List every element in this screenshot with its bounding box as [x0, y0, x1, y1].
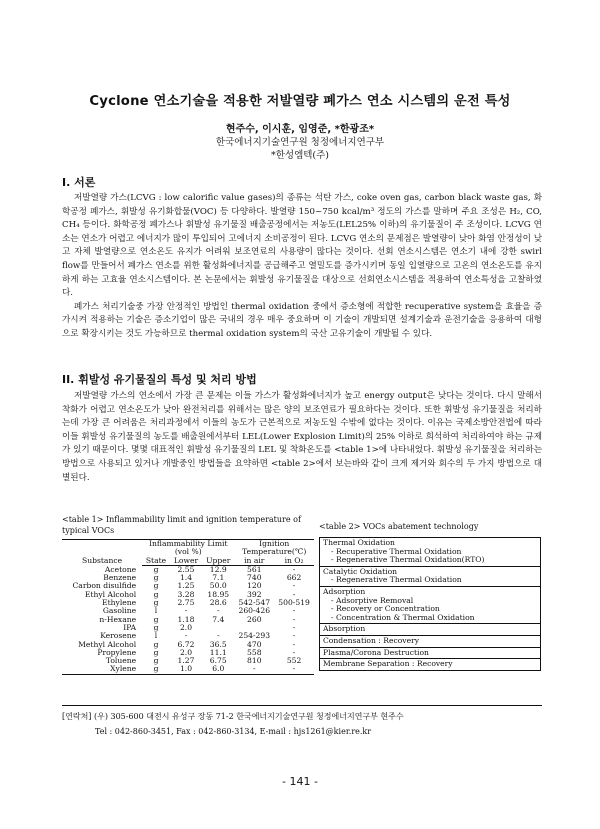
table1-cell-lower: 1.27	[177, 656, 195, 666]
table1-cell-state: g	[153, 564, 159, 574]
table1-cell-in-o2: -	[292, 664, 296, 674]
table2-cell	[320, 635, 541, 647]
table1-header-substance: Substance	[82, 556, 123, 566]
table2-group-title: Membrane Separation : Recovery	[323, 659, 453, 669]
table2-cell	[320, 566, 541, 586]
table1-header-in-air: in air	[234, 557, 274, 566]
table1-cell-upper: 50.0	[209, 581, 227, 591]
table2-group-title: Catalytic Oxidation	[323, 566, 398, 576]
table-row	[320, 566, 541, 586]
table-row	[320, 635, 541, 647]
table1-cell-lower: 1.0	[179, 664, 193, 674]
table1-cell-in-o2: -	[292, 631, 296, 641]
table1-cell-in-o2: 500-519	[278, 598, 310, 608]
table1	[62, 539, 314, 675]
table1-cell-substance: Toluene	[105, 656, 137, 666]
table1-cell-state: g	[153, 647, 159, 657]
table2-group-item: - Adsorptive Removal	[331, 595, 414, 605]
section2-paragraph-1: 저발열량 가스의 연소에서 가장 큰 문제는 이들 가스가 활성화에너지가 높고 energy output은 낮다는 것이다. 다시 말해서 착화가 어렵고 연소온도가 낮아 완전처리를 위해서는 많은 양의 보조연료가 필요하다는 것이다. 또한 휘발성 유기물질을 처리하는데 가장 큰 어려움은 처리과정에서 이들의 농도가 근본적으로 저농도일 수밖에 없다는 것이다. 이유는 국제소방안전법에 따라 이들 휘발성 유기물질의 농도를 배출원에서부터 LEL(Lower Explosion Limit)의 25% 이하로 희석하여 처리하여야 하는 규제가 있기 때문이다. 몇몇 대표적인 휘발성 유기물질의 LEL 및 착화온도를 <table 1>에 나타내었다. 휘발성 유기물질을 처리하는 방법으로 사용되고 있거나 개발중인 방법들을 요약하면 <table 2>에서 보는바와 같이 크게 제거와 회수의 두 가지 방법으로 대별된다.	[62, 391, 542, 483]
table1-header-ignition: Ignition Temperature(℃)	[242, 539, 307, 557]
table1-cell-substance: Propylene	[97, 647, 137, 657]
table1-cell-upper: 18.95	[207, 589, 230, 599]
table2-group-item: - Recovery or Concentration	[331, 604, 440, 614]
table1-cell-state: l	[154, 631, 158, 641]
table1-cell-lower: 1.25	[177, 581, 195, 591]
table1-cell-substance: IPA	[123, 622, 137, 632]
table1-cell-in-air: 260-426	[238, 606, 271, 616]
table1-cell-in-air: 740	[247, 573, 262, 583]
table1-cell-state: g	[153, 664, 159, 674]
table1-header-in-o2: in O₂	[274, 557, 314, 566]
table1-cell-lower: 2.55	[177, 564, 195, 574]
table1-cell-in-o2: -	[292, 639, 296, 649]
table1-cell-state: g	[153, 639, 159, 649]
table1-cell-in-o2: -	[292, 647, 296, 657]
table2-group-title: Thermal Oxidation	[323, 538, 395, 547]
table1-cell-lower: -	[184, 606, 188, 616]
table1-cell-upper: -	[216, 606, 220, 616]
table1-cell-in-o2: -	[292, 606, 296, 616]
table-row	[62, 599, 314, 607]
table1-cell-lower: 2.75	[177, 598, 195, 608]
table-row	[320, 624, 541, 636]
table1-cell-in-o2: 662	[286, 573, 302, 583]
table1-header-lower: Lower	[170, 557, 202, 566]
table1-cell-upper: 7.1	[212, 573, 225, 583]
section2-heading: II. 휘발성 유기물질의 특성 및 처리 방법	[62, 373, 257, 386]
table2-cell	[320, 538, 541, 567]
table1-header-limit: Inflammability Limit (vol %)	[149, 539, 228, 557]
table1-cell-substance: Kerosene	[100, 631, 137, 641]
table1-cell-lower: -	[184, 631, 188, 641]
section2-body	[62, 390, 542, 485]
table1-caption: <table 1> Inflammability limit and ignition temperature of typical VOCs	[62, 515, 301, 535]
table1-body	[62, 565, 314, 674]
table1-cell-substance: Acetone	[104, 564, 137, 574]
table1-cell-in-o2: -	[292, 564, 296, 574]
table1-cell-state: g	[153, 581, 159, 591]
contact-phone-email: Tel : 042-860-3451, Fax : 042-860-3134, E-mail : hjs1261@kier.re.kr	[95, 727, 372, 736]
table1-cell-state: g	[153, 598, 159, 608]
table1-cell-in-air: -	[252, 664, 256, 674]
table1-cell-lower: 2.0	[179, 622, 193, 632]
table1-cell-substance: n-Hexane	[99, 614, 137, 624]
footer-divider	[62, 705, 542, 706]
table1-cell-in-air: 561	[247, 564, 262, 574]
affiliation-secondary: *한성엠텍(주)	[270, 150, 330, 161]
table1-cell-substance: Ethyl Alcohol	[84, 589, 137, 599]
table2-group-item: - Regenerative Thermal Oxidation(RTO)	[331, 555, 485, 565]
table1-cell-substance: Carbon disulfide	[72, 581, 137, 591]
affiliation: 한국에너지기술연구원 청정에너지연구부	[215, 137, 385, 148]
table1-cell-in-o2: -	[292, 622, 296, 632]
table1-cell-substance: Ethylene	[102, 598, 137, 608]
table1-cell-lower: 1.4	[179, 573, 193, 583]
authors: 현주수, 이시훈, 임영준, *한광조*	[225, 124, 375, 135]
table1-cell-state: g	[153, 622, 159, 632]
table1-cell-substance: Benzene	[103, 573, 137, 583]
table1-cell-state: g	[153, 614, 159, 624]
section1-paragraph-2: 폐가스 처리기술중 가장 안정적인 방법인 thermal oxidation 중에서 증소형에 적합한 recuperative system을 효율을 증가시켜 적용하는 기술은 증소기업이 많은 국내의 경우 매우 중요하며 이 기술이 개발되면 설계기술과 운전기술을 응용하여 대형으로 확장시키는 것도 가능하므로 thermal oxidation system의 국산 고유기술이 개발될 수 있다.	[62, 301, 542, 339]
table1-cell-in-air: 810	[247, 656, 262, 666]
table1-cell-upper: 12.9	[209, 564, 227, 574]
table2	[319, 537, 541, 671]
table-row	[320, 659, 541, 671]
table-row	[320, 586, 541, 623]
table1-cell-lower: 6.72	[177, 639, 195, 649]
table1-cell-upper: 11.1	[209, 647, 227, 657]
section1-body	[62, 192, 542, 342]
table1-cell-in-air: 120	[247, 581, 262, 591]
paper-title: Cyclone 연소기술을 적용한 저발열량 폐가스 연소 시스템의 운전 특성	[89, 94, 511, 109]
table1-cell-in-o2: -	[292, 581, 296, 591]
table-row	[320, 647, 541, 659]
table1-cell-in-o2: -	[292, 589, 296, 599]
table1-cell-in-air: 470	[247, 639, 262, 649]
table2-group-item: - Concentration & Thermal Oxidation	[331, 612, 475, 622]
table1-cell-substance: Gasoline	[102, 606, 137, 616]
table1-cell-lower: 1.18	[177, 614, 195, 624]
table1-cell-in-air: 558	[247, 647, 262, 657]
table2-group-title: Plasma/Corona Destruction	[323, 647, 429, 657]
table1-cell-state: g	[153, 573, 159, 583]
table2-group-item: - Regenerative Thermal Oxidation	[331, 575, 462, 585]
table1-cell-in-air: 542-547	[238, 598, 271, 608]
table1-cell-lower: 3.28	[177, 589, 195, 599]
table1-cell-upper: 36.5	[209, 639, 227, 649]
table1-cell-substance: Methyl Alcohol	[78, 639, 137, 649]
table1-cell-in-air: 392	[247, 589, 262, 599]
table2-group-item: - Recuperative Thermal Oxidation	[331, 546, 462, 556]
table2-cell	[320, 647, 541, 659]
table1-cell-in-air: 254-293	[238, 631, 271, 641]
table2-cell	[320, 586, 541, 623]
table1-cell-in-o2: -	[292, 614, 296, 624]
table2-group-title: Adsorption	[323, 586, 366, 596]
section1-heading: I. 서론	[62, 176, 96, 189]
table1-cell-in-o2: 552	[286, 656, 302, 666]
table2-caption: <table 2> VOCs abatement technology	[319, 522, 479, 531]
table1-header-state: State	[142, 557, 170, 566]
table1-cell-upper: 7.4	[212, 614, 225, 624]
table1-cell-in-air: 260	[247, 614, 262, 624]
table2-body	[320, 538, 541, 671]
page-number: - 141 -	[282, 775, 318, 788]
table1-cell-state: g	[153, 656, 159, 666]
table1-cell-upper: 6.75	[209, 656, 227, 666]
table1-cell-substance: Xylene	[110, 664, 137, 674]
table1-cell-state: g	[153, 589, 159, 599]
table1-header-upper: Upper	[202, 557, 234, 566]
table2-cell	[320, 624, 541, 636]
table1-cell-upper: 6.0	[212, 664, 225, 674]
table1-cell-upper: 28.6	[209, 598, 227, 608]
table-row	[320, 538, 541, 567]
table2-cell	[320, 659, 541, 671]
table2-group-title: Condensation : Recovery	[323, 635, 420, 645]
contact-address: [연락처] (우) 305-600 대전시 유성구 장동 71-2 한국에너지기술연구원 청정에너지연구부 현주수	[62, 712, 404, 721]
table1-cell-upper: -	[216, 631, 220, 641]
table-row	[62, 665, 314, 674]
section1-paragraph-1: 저발열량 가스(LCVG : low calorific value gases)의 종류는 석탄 가스, coke oven gas, carbon black waste gas, 화학공정 폐가스, 휘발성 유기화합물(VOC) 등 다양하다. 발열량 150~750 kcal/m³ 정도의 가스를 말하며 주요 조성은 H₂, CO, CH₄ 등이다. 화학공정 폐가스나 휘발성 유기물질 배출공정에서는 저농도(LEL25% 이하)의 유기물질이 주 조성이다. LCVG 연소는 연소가 어렵고 에너지가 많이 투입되어 고에너지 소비공정이 된다. LCVG 연소의 문제점은 발열량이 낮아 화염 안정성이 낮고 자체 발열량으로 연소온도 유지가 어려워 보조연료의 사용량이 많다는 것이다. 선회 연소시스템은 연소기 내에 강한 swirl flow를 만들어서 폐가스 연소를 위한 활성화에너지를 공급해주고 열밀도를 증가시키며 동일 입열량으로 고온의 연소온도를 유지하게 하는 고효율 연소시스템이다. 본 논문에서는 휘발성 유기물질을 대상으로 선회연소시스템을 적용하여 연소특성을 고찰하였다.	[62, 193, 542, 299]
table2-group-title: Absorption	[323, 624, 366, 634]
table1-cell-state: l	[154, 606, 158, 616]
table1-cell-lower: 2.0	[179, 647, 193, 657]
